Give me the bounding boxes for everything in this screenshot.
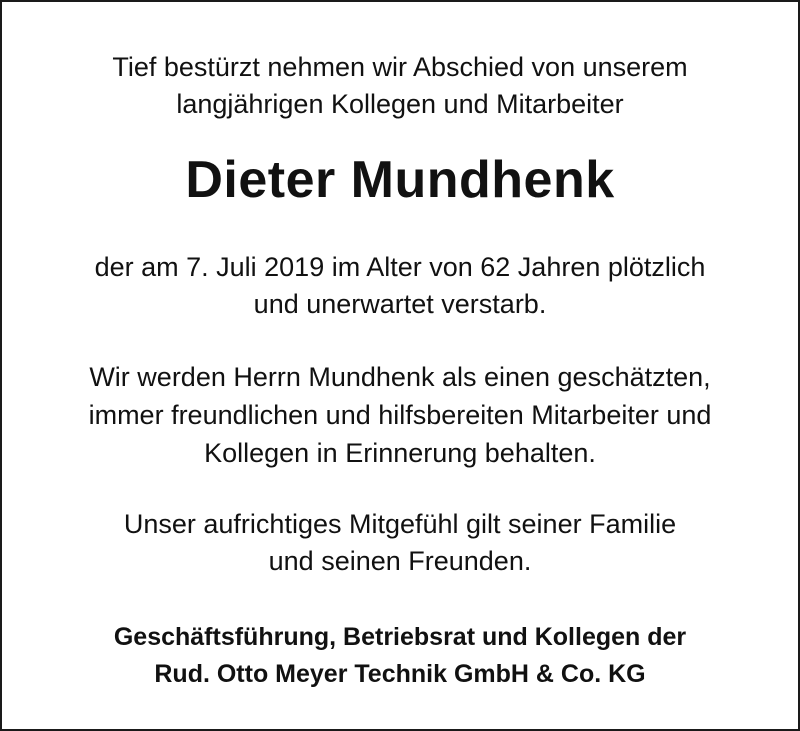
death-statement (2, 249, 798, 323)
condolence-line: Unser aufrichtiges Mitgefühl gilt seiner Familie (123, 509, 677, 539)
remembrance-line: immer freundlichen und hilfsbereiten Mitarbeiter und (88, 400, 712, 430)
condolence-paragraph (2, 506, 798, 580)
death-statement-line: und unerwartet verstarb. (253, 289, 547, 319)
remembrance-paragraph (2, 358, 798, 472)
intro-line: Tief bestürzt nehmen wir Abschied von unserem (112, 52, 688, 82)
deceased-name: Dieter Mundhenk (185, 151, 615, 209)
intro-line: langjährigen Kollegen und Mitarbeiter (176, 89, 624, 119)
signature-line: Geschäftsführung, Betriebsrat und Kollegen der (113, 623, 687, 651)
remembrance-line: Kollegen in Erinnerung behalten. (204, 438, 596, 468)
death-statement-line: der am 7. Juli 2019 im Alter von 62 Jahren plötzlich (94, 252, 706, 282)
intro-text (2, 49, 798, 123)
signature-line: Rud. Otto Meyer Technik GmbH & Co. KG (154, 660, 646, 688)
remembrance-line: Wir werden Herrn Mundhenk als einen geschätzten, (89, 362, 711, 392)
signature-block (2, 619, 798, 693)
condolence-line: und seinen Freunden. (268, 546, 532, 576)
